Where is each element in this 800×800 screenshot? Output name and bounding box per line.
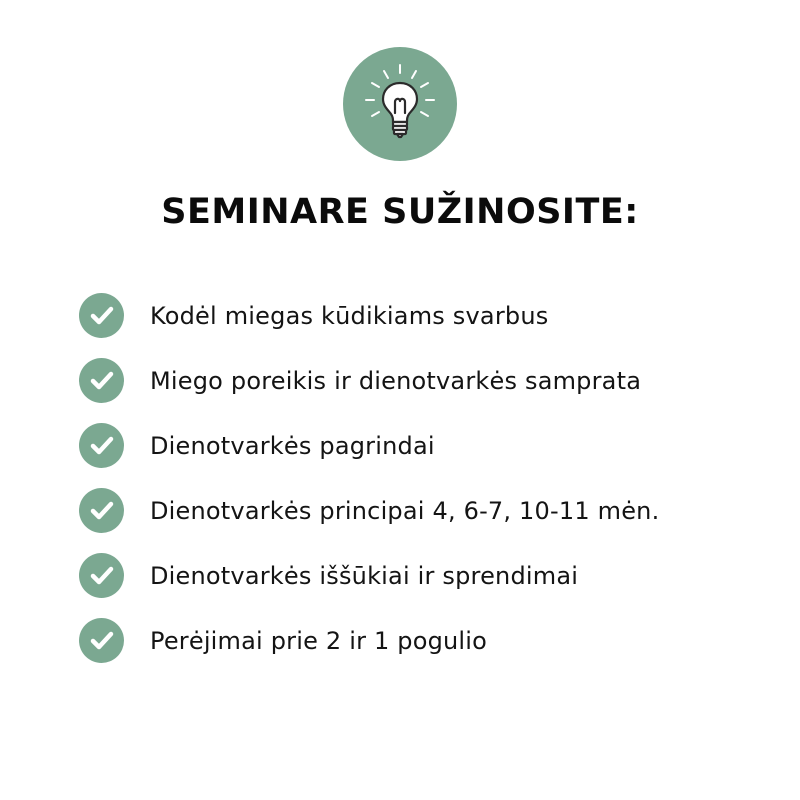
check-icon: [79, 358, 124, 403]
list-item-text: Kodėl miegas kūdikiams svarbus: [150, 301, 549, 330]
list-item: [79, 293, 659, 338]
list-item-text: Dienotvarkės iššūkiai ir sprendimai: [150, 561, 579, 590]
check-icon: [79, 488, 124, 533]
page-title: SEMINARE SUŽINOSITE:: [161, 192, 639, 232]
check-icon: [79, 553, 124, 598]
check-icon: [79, 423, 124, 468]
list-item-text: Dienotvarkės principai 4, 6-7, 10-11 mėn.: [150, 496, 660, 525]
list-item: [79, 358, 659, 403]
topic-list: [79, 293, 659, 683]
check-icon: [79, 293, 124, 338]
check-icon: [79, 618, 124, 663]
list-item-text: Dienotvarkės pagrindai: [150, 431, 435, 460]
list-item: [79, 423, 659, 468]
list-item: [79, 553, 659, 598]
lightbulb-badge: [343, 47, 457, 161]
list-item: [79, 488, 659, 533]
list-item-text: Perėjimai prie 2 ir 1 pogulio: [150, 626, 488, 655]
list-item: [79, 618, 659, 663]
list-item-text: Miego poreikis ir dienotvarkės samprata: [150, 366, 642, 395]
lightbulb-icon: [343, 47, 457, 161]
